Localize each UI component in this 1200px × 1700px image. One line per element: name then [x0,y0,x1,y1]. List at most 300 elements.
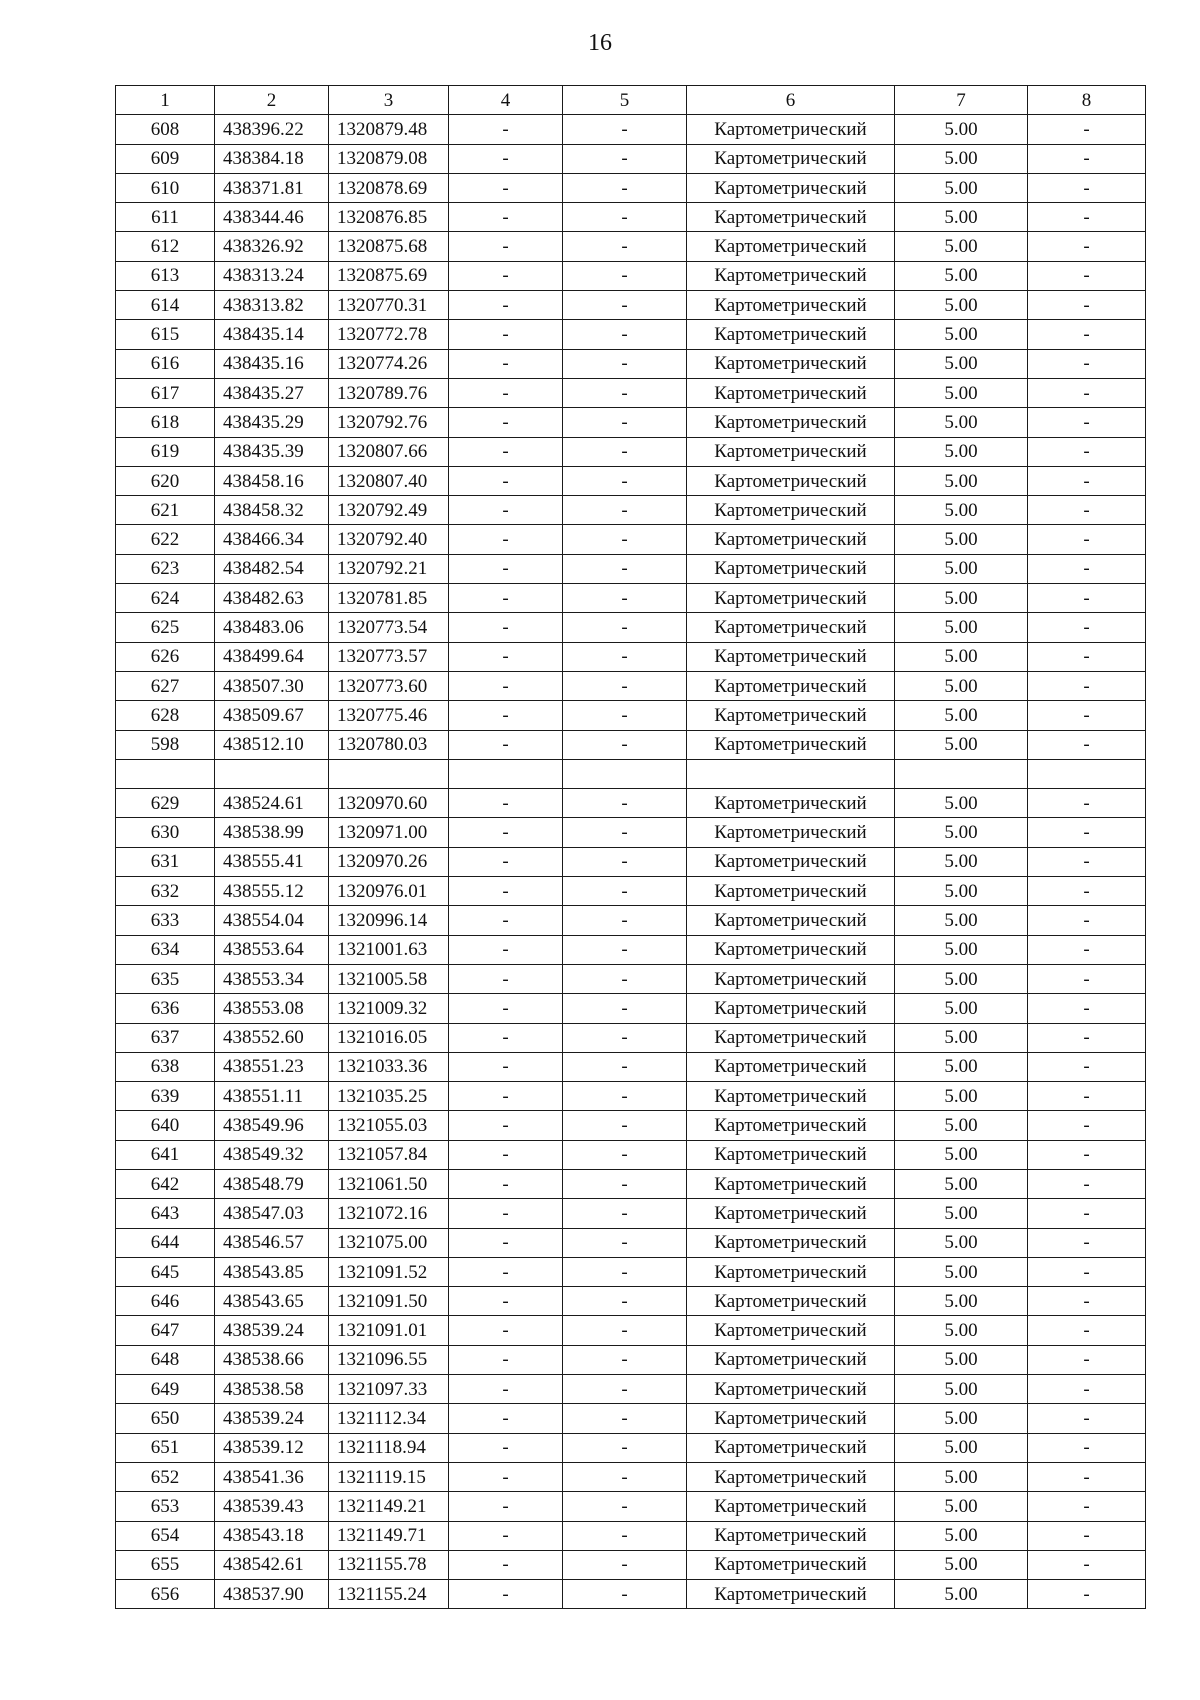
point-number-cell: 609 [116,144,215,173]
col4-cell: - [449,115,563,144]
accuracy-cell: 5.00 [895,144,1028,173]
table-row [116,203,1146,232]
x-coordinate-cell: 438538.99 [215,818,329,847]
accuracy-cell: 5.00 [895,320,1028,349]
point-number-cell: 616 [116,349,215,378]
method-cell: Картометрический [687,496,895,525]
page-number: 16 [588,30,612,56]
col5-cell: - [563,818,687,847]
accuracy-cell: 5.00 [895,1345,1028,1374]
point-number-cell: 642 [116,1169,215,1198]
accuracy-cell: 5.00 [895,1169,1028,1198]
table-row [116,1316,1146,1345]
col8-cell: - [1028,1580,1146,1609]
accuracy-cell: 5.00 [895,115,1028,144]
column-header: 6 [687,86,895,115]
col8-cell: - [1028,320,1146,349]
table-row [116,701,1146,730]
col4-cell: - [449,437,563,466]
accuracy-cell: 5.00 [895,232,1028,261]
accuracy-cell: 5.00 [895,789,1028,818]
col8-cell: - [1028,1316,1146,1345]
method-cell: Картометрический [687,349,895,378]
accuracy-cell: 5.00 [895,1257,1028,1286]
method-cell: Картометрический [687,261,895,290]
col8-cell: - [1028,789,1146,818]
accuracy-cell: 5.00 [895,613,1028,642]
x-coordinate-cell: 438539.43 [215,1492,329,1521]
x-coordinate-cell: 438344.46 [215,203,329,232]
col4-cell: - [449,1550,563,1579]
accuracy-cell: 5.00 [895,1111,1028,1140]
col8-cell: - [1028,642,1146,671]
col5-cell: - [563,1228,687,1257]
method-cell: Картометрический [687,1052,895,1081]
x-coordinate-cell: 438543.18 [215,1521,329,1550]
column-header: 7 [895,86,1028,115]
accuracy-cell: 5.00 [895,466,1028,495]
point-number-cell: 653 [116,1492,215,1521]
x-coordinate-cell: 438539.24 [215,1316,329,1345]
column-header: 5 [563,86,687,115]
col8-cell: - [1028,525,1146,554]
col5-cell: - [563,877,687,906]
col4-cell: - [449,291,563,320]
col5-cell: - [563,1111,687,1140]
col5-cell: - [563,1052,687,1081]
x-coordinate-cell: 438435.39 [215,437,329,466]
accuracy-cell: 5.00 [895,1052,1028,1081]
table-row [116,1023,1146,1052]
method-cell: Картометрический [687,701,895,730]
method-cell: Картометрический [687,671,895,700]
col4-cell: - [449,1169,563,1198]
y-coordinate-cell: 1321001.63 [329,935,449,964]
col5-cell: - [563,1462,687,1491]
table-row [116,173,1146,202]
point-number-cell: 610 [116,173,215,202]
method-cell: Картометрический [687,1257,895,1286]
y-coordinate-cell: 1321035.25 [329,1082,449,1111]
col4-cell: - [449,203,563,232]
col4-cell: - [449,466,563,495]
point-number-cell: 631 [116,847,215,876]
col8-cell: - [1028,1550,1146,1579]
column-header: 3 [329,86,449,115]
accuracy-cell [895,759,1028,788]
point-number-cell: 637 [116,1023,215,1052]
col4-cell: - [449,1199,563,1228]
col4-cell: - [449,496,563,525]
col5-cell: - [563,584,687,613]
accuracy-cell: 5.00 [895,1462,1028,1491]
table-row [116,115,1146,144]
col5-cell: - [563,1023,687,1052]
point-number-cell: 647 [116,1316,215,1345]
accuracy-cell: 5.00 [895,906,1028,935]
point-number-cell: 648 [116,1345,215,1374]
point-number-cell: 656 [116,1580,215,1609]
table-row [116,1492,1146,1521]
table-row [116,1462,1146,1491]
col4-cell [449,759,563,788]
point-number-cell: 633 [116,906,215,935]
x-coordinate-cell: 438482.63 [215,584,329,613]
method-cell: Картометрический [687,437,895,466]
accuracy-cell: 5.00 [895,1199,1028,1228]
col8-cell: - [1028,671,1146,700]
col8-cell: - [1028,1052,1146,1081]
point-number-cell: 627 [116,671,215,700]
method-cell: Картометрический [687,906,895,935]
col4-cell: - [449,320,563,349]
col8-cell: - [1028,818,1146,847]
x-coordinate-cell: 438483.06 [215,613,329,642]
point-number-cell: 635 [116,964,215,993]
x-coordinate-cell: 438542.61 [215,1550,329,1579]
col5-cell: - [563,320,687,349]
accuracy-cell: 5.00 [895,994,1028,1023]
table-row [116,613,1146,642]
table-row [116,408,1146,437]
method-cell: Картометрический [687,1345,895,1374]
accuracy-cell: 5.00 [895,877,1028,906]
col4-cell: - [449,906,563,935]
x-coordinate-cell: 438553.08 [215,994,329,1023]
y-coordinate-cell: 1321149.71 [329,1521,449,1550]
col5-cell: - [563,437,687,466]
point-number-cell: 621 [116,496,215,525]
x-coordinate-cell: 438524.61 [215,789,329,818]
table-row [116,789,1146,818]
col4-cell: - [449,847,563,876]
x-coordinate-cell: 438499.64 [215,642,329,671]
y-coordinate-cell: 1320773.54 [329,613,449,642]
point-number-cell: 643 [116,1199,215,1228]
col4-cell: - [449,584,563,613]
accuracy-cell: 5.00 [895,203,1028,232]
y-coordinate-cell: 1321055.03 [329,1111,449,1140]
y-coordinate-cell: 1320996.14 [329,906,449,935]
col4-cell: - [449,349,563,378]
col5-cell: - [563,1580,687,1609]
x-coordinate-cell: 438458.32 [215,496,329,525]
accuracy-cell: 5.00 [895,261,1028,290]
table-header [116,86,1146,115]
col5-cell: - [563,730,687,759]
method-cell: Картометрический [687,1199,895,1228]
col8-cell: - [1028,1023,1146,1052]
table-row [116,1580,1146,1609]
y-coordinate-cell: 1321016.05 [329,1023,449,1052]
col4-cell: - [449,701,563,730]
method-cell: Картометрический [687,1316,895,1345]
method-cell: Картометрический [687,1169,895,1198]
y-coordinate-cell: 1320879.08 [329,144,449,173]
accuracy-cell: 5.00 [895,1550,1028,1579]
y-coordinate-cell: 1320876.85 [329,203,449,232]
table-row [116,906,1146,935]
col5-cell: - [563,144,687,173]
method-cell: Картометрический [687,1111,895,1140]
col4-cell: - [449,173,563,202]
x-coordinate-cell: 438482.54 [215,554,329,583]
col4-cell: - [449,408,563,437]
column-header: 4 [449,86,563,115]
col5-cell: - [563,1521,687,1550]
table-row [116,1433,1146,1462]
point-number-cell: 641 [116,1140,215,1169]
x-coordinate-cell: 438371.81 [215,173,329,202]
y-coordinate-cell: 1321061.50 [329,1169,449,1198]
col5-cell: - [563,1404,687,1433]
col5-cell: - [563,1082,687,1111]
x-coordinate-cell: 438543.65 [215,1287,329,1316]
point-number-cell: 645 [116,1257,215,1286]
col8-cell: - [1028,877,1146,906]
col4-cell: - [449,642,563,671]
accuracy-cell: 5.00 [895,1228,1028,1257]
col4-cell: - [449,1375,563,1404]
accuracy-cell: 5.00 [895,701,1028,730]
method-cell: Картометрический [687,935,895,964]
table-row [116,1521,1146,1550]
col5-cell: - [563,1257,687,1286]
point-number-cell: 620 [116,466,215,495]
accuracy-cell: 5.00 [895,1433,1028,1462]
point-number-cell: 655 [116,1550,215,1579]
col8-cell: - [1028,408,1146,437]
col5-cell: - [563,847,687,876]
col8-cell: - [1028,1169,1146,1198]
col8-cell: - [1028,964,1146,993]
method-cell: Картометрический [687,994,895,1023]
point-number-cell: 619 [116,437,215,466]
method-cell: Картометрический [687,1082,895,1111]
method-cell: Картометрический [687,584,895,613]
point-number-cell: 614 [116,291,215,320]
col8-cell: - [1028,1345,1146,1374]
point-number-cell: 634 [116,935,215,964]
table-body [116,115,1146,1609]
col4-cell: - [449,1287,563,1316]
y-coordinate-cell: 1320970.26 [329,847,449,876]
col8-cell: - [1028,554,1146,583]
col8-cell: - [1028,291,1146,320]
table-row [116,144,1146,173]
col5-cell: - [563,994,687,1023]
method-cell: Картометрический [687,613,895,642]
header-row [116,86,1146,115]
x-coordinate-cell: 438435.27 [215,378,329,407]
col4-cell: - [449,818,563,847]
point-number-cell: 608 [116,115,215,144]
table-row [116,466,1146,495]
y-coordinate-cell: 1321091.50 [329,1287,449,1316]
accuracy-cell: 5.00 [895,1287,1028,1316]
col4-cell: - [449,671,563,700]
method-cell: Картометрический [687,320,895,349]
y-coordinate-cell: 1321091.52 [329,1257,449,1286]
point-number-cell: 628 [116,701,215,730]
coordinates-table [115,85,1146,1609]
method-cell: Картометрический [687,818,895,847]
y-coordinate-cell [329,759,449,788]
column-header: 2 [215,86,329,115]
col8-cell: - [1028,1375,1146,1404]
y-coordinate-cell: 1321057.84 [329,1140,449,1169]
x-coordinate-cell: 438552.60 [215,1023,329,1052]
col5-cell: - [563,408,687,437]
col5-cell: - [563,642,687,671]
y-coordinate-cell: 1321112.34 [329,1404,449,1433]
x-coordinate-cell: 438538.66 [215,1345,329,1374]
col5-cell: - [563,1199,687,1228]
table-row [116,584,1146,613]
y-coordinate-cell: 1320780.03 [329,730,449,759]
y-coordinate-cell: 1321091.01 [329,1316,449,1345]
y-coordinate-cell: 1321009.32 [329,994,449,1023]
col4-cell: - [449,1140,563,1169]
table-row [116,554,1146,583]
col5-cell: - [563,1140,687,1169]
col8-cell: - [1028,378,1146,407]
y-coordinate-cell: 1321033.36 [329,1052,449,1081]
accuracy-cell: 5.00 [895,1580,1028,1609]
x-coordinate-cell: 438435.16 [215,349,329,378]
col8-cell: - [1028,173,1146,202]
col8-cell: - [1028,935,1146,964]
point-number-cell: 632 [116,877,215,906]
y-coordinate-cell: 1320773.57 [329,642,449,671]
col8-cell: - [1028,144,1146,173]
accuracy-cell: 5.00 [895,291,1028,320]
col4-cell: - [449,1580,563,1609]
method-cell: Картометрический [687,877,895,906]
accuracy-cell: 5.00 [895,378,1028,407]
col8-cell: - [1028,1433,1146,1462]
method-cell: Картометрический [687,642,895,671]
col8-cell: - [1028,261,1146,290]
table-row [116,1375,1146,1404]
accuracy-cell: 5.00 [895,496,1028,525]
col5-cell: - [563,701,687,730]
y-coordinate-cell: 1321096.55 [329,1345,449,1374]
col4-cell: - [449,1316,563,1345]
col5-cell: - [563,261,687,290]
col4-cell: - [449,1345,563,1374]
x-coordinate-cell: 438313.82 [215,291,329,320]
accuracy-cell: 5.00 [895,671,1028,700]
col4-cell: - [449,1521,563,1550]
table-row [116,877,1146,906]
point-number-cell: 649 [116,1375,215,1404]
x-coordinate-cell: 438509.67 [215,701,329,730]
point-number-cell: 612 [116,232,215,261]
point-number-cell: 613 [116,261,215,290]
table-row [116,847,1146,876]
col4-cell: - [449,144,563,173]
method-cell: Картометрический [687,291,895,320]
accuracy-cell: 5.00 [895,584,1028,613]
method-cell: Картометрический [687,1404,895,1433]
col8-cell: - [1028,1199,1146,1228]
accuracy-cell: 5.00 [895,730,1028,759]
col5-cell: - [563,1316,687,1345]
col8-cell: - [1028,1111,1146,1140]
method-cell: Картометрический [687,1287,895,1316]
col4-cell: - [449,1257,563,1286]
col8-cell: - [1028,232,1146,261]
col4-cell: - [449,935,563,964]
y-coordinate-cell: 1321118.94 [329,1433,449,1462]
point-number-cell [116,759,215,788]
point-number-cell: 652 [116,1462,215,1491]
point-number-cell: 617 [116,378,215,407]
table-row [116,1140,1146,1169]
table-row [116,1550,1146,1579]
x-coordinate-cell: 438384.18 [215,144,329,173]
method-cell: Картометрический [687,525,895,554]
col8-cell: - [1028,115,1146,144]
col5-cell: - [563,232,687,261]
x-coordinate-cell: 438554.04 [215,906,329,935]
col5-cell: - [563,554,687,583]
method-cell: Картометрический [687,789,895,818]
col5-cell [563,759,687,788]
col5-cell: - [563,613,687,642]
table-row [116,935,1146,964]
col4-cell: - [449,232,563,261]
y-coordinate-cell: 1321155.78 [329,1550,449,1579]
col4-cell: - [449,1052,563,1081]
y-coordinate-cell: 1320773.60 [329,671,449,700]
y-coordinate-cell: 1320772.78 [329,320,449,349]
col4-cell: - [449,1228,563,1257]
accuracy-cell: 5.00 [895,1082,1028,1111]
x-coordinate-cell: 438549.32 [215,1140,329,1169]
col5-cell: - [563,173,687,202]
col4-cell: - [449,1111,563,1140]
col4-cell: - [449,525,563,554]
col5-cell: - [563,1492,687,1521]
method-cell: Картометрический [687,115,895,144]
col8-cell: - [1028,203,1146,232]
table-row [116,730,1146,759]
point-number-cell: 629 [116,789,215,818]
y-coordinate-cell: 1320792.76 [329,408,449,437]
y-coordinate-cell: 1320792.49 [329,496,449,525]
y-coordinate-cell: 1320770.31 [329,291,449,320]
accuracy-cell: 5.00 [895,1375,1028,1404]
table-row [116,818,1146,847]
accuracy-cell: 5.00 [895,437,1028,466]
x-coordinate-cell: 438466.34 [215,525,329,554]
accuracy-cell: 5.00 [895,818,1028,847]
method-cell [687,759,895,788]
col5-cell: - [563,466,687,495]
y-coordinate-cell: 1321119.15 [329,1462,449,1491]
accuracy-cell: 5.00 [895,1140,1028,1169]
y-coordinate-cell: 1320971.00 [329,818,449,847]
method-cell: Картометрический [687,1580,895,1609]
x-coordinate-cell: 438549.96 [215,1111,329,1140]
table-row [116,994,1146,1023]
col4-cell: - [449,994,563,1023]
col5-cell: - [563,906,687,935]
y-coordinate-cell: 1321097.33 [329,1375,449,1404]
table-row [116,496,1146,525]
